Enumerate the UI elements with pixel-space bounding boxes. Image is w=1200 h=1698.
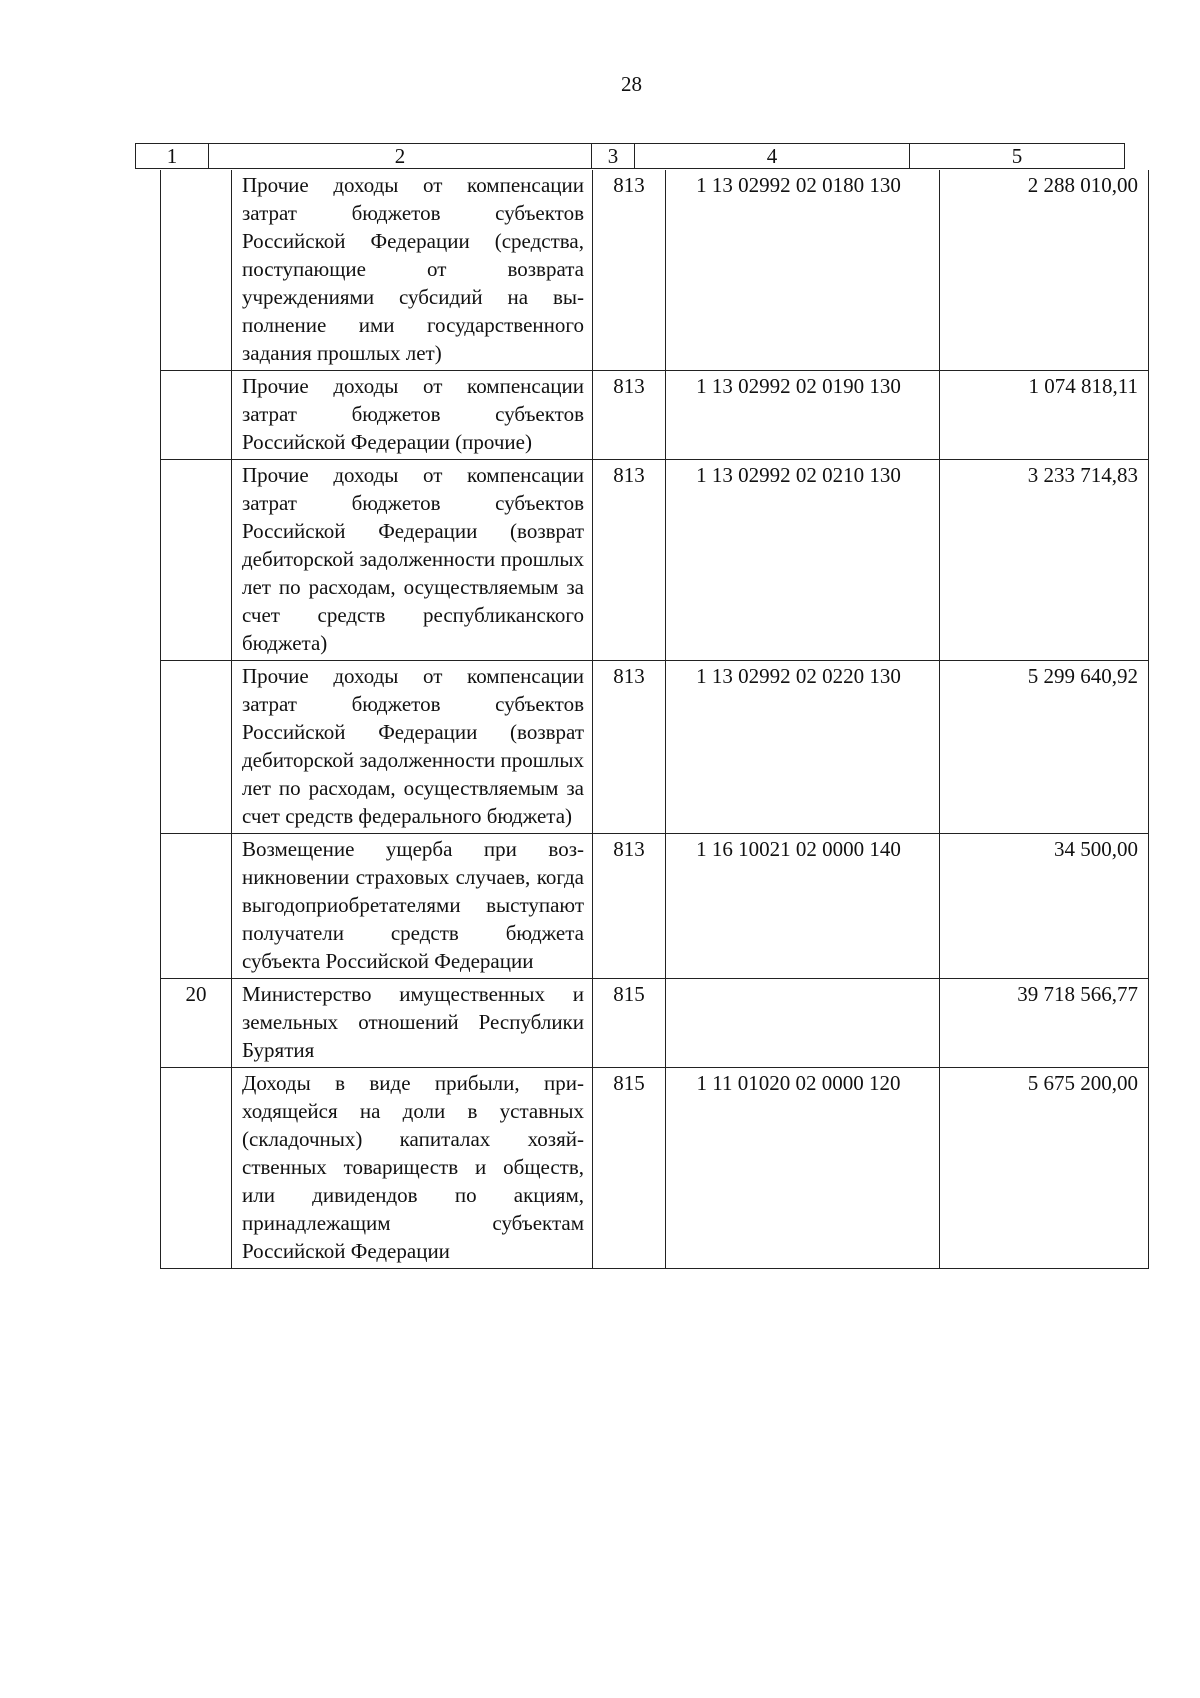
admin-code-cell: 813 <box>593 834 666 979</box>
budget-class-code-cell: 1 13 02992 02 0180 130 <box>666 170 940 371</box>
admin-code-cell: 813 <box>593 371 666 460</box>
amount-cell: 34 500,00 <box>940 834 1149 979</box>
budget-class-code-cell <box>666 979 940 1068</box>
amount-cell: 1 074 818,11 <box>940 371 1149 460</box>
row-number-cell <box>161 371 232 460</box>
admin-code-cell: 813 <box>593 661 666 834</box>
amount-cell: 3 233 714,83 <box>940 460 1149 661</box>
income-name-cell: Доходы в виде прибыли, приходящейся на доли в уставных (складочных) капиталах хозяйственных товариществ и обществ, или дивидендов по акциям, принадлежащим субъектам Российской Федерации <box>232 1068 593 1269</box>
revenue-table <box>160 170 1149 1269</box>
income-name-cell: Возмещение ущерба при возникновении страховых случаев, когда выгодоприобретателями выступают получатели средств бюджета субъекта Российской Федерации <box>232 834 593 979</box>
header-row <box>136 144 1125 169</box>
table-row <box>161 460 1149 661</box>
row-number-cell <box>161 460 232 661</box>
income-name-cell: Прочие доходы от компенсации затрат бюджетов субъектов Российской Федерации (прочие) <box>232 371 593 460</box>
row-number-cell: 20 <box>161 979 232 1068</box>
income-name-cell: Прочие доходы от компенсации затрат бюджетов субъектов Российской Федерации (возврат дебиторской задолженности прошлых лет по расходам, осуществляемым за счет средств республиканского бюджета) <box>232 460 593 661</box>
table-row <box>161 979 1149 1068</box>
budget-class-code-cell: 1 13 02992 02 0190 130 <box>666 371 940 460</box>
row-number-cell <box>161 170 232 371</box>
header-col-3: 3 <box>592 144 635 169</box>
income-name-cell: Прочие доходы от компенсации затрат бюджетов субъектов Российской Федерации (средства, поступающие от возврата учреждениями субсидий на выполнение ими государственного задания прошлых лет) <box>232 170 593 371</box>
row-number-cell <box>161 1068 232 1269</box>
table-row <box>161 834 1149 979</box>
admin-code-cell: 815 <box>593 979 666 1068</box>
row-number-cell <box>161 834 232 979</box>
column-number-header <box>135 143 1125 169</box>
budget-class-code-cell: 1 16 10021 02 0000 140 <box>666 834 940 979</box>
header-col-2: 2 <box>209 144 592 169</box>
amount-cell: 39 718 566,77 <box>940 979 1149 1068</box>
row-number-cell <box>161 661 232 834</box>
admin-code-cell: 813 <box>593 460 666 661</box>
table-row <box>161 371 1149 460</box>
table-row <box>161 1068 1149 1269</box>
header-col-5: 5 <box>910 144 1125 169</box>
amount-cell: 5 299 640,92 <box>940 661 1149 834</box>
budget-class-code-cell: 1 11 01020 02 0000 120 <box>666 1068 940 1269</box>
header-col-4: 4 <box>635 144 910 169</box>
header-col-1: 1 <box>136 144 209 169</box>
amount-cell: 5 675 200,00 <box>940 1068 1149 1269</box>
income-name-cell: Министерство имущественных и земельных отношений Республики Бурятия <box>232 979 593 1068</box>
page-number: 28 <box>621 72 642 96</box>
table-row <box>161 661 1149 834</box>
amount-cell: 2 288 010,00 <box>940 170 1149 371</box>
admin-code-cell: 813 <box>593 170 666 371</box>
budget-class-code-cell: 1 13 02992 02 0220 130 <box>666 661 940 834</box>
income-name-cell: Прочие доходы от компенсации затрат бюджетов субъектов Российской Федерации (возврат дебиторской задолженности прошлых лет по расходам, осуществляемым за счет средств федерального бюджета) <box>232 661 593 834</box>
table-row <box>161 170 1149 371</box>
budget-class-code-cell: 1 13 02992 02 0210 130 <box>666 460 940 661</box>
admin-code-cell: 815 <box>593 1068 666 1269</box>
